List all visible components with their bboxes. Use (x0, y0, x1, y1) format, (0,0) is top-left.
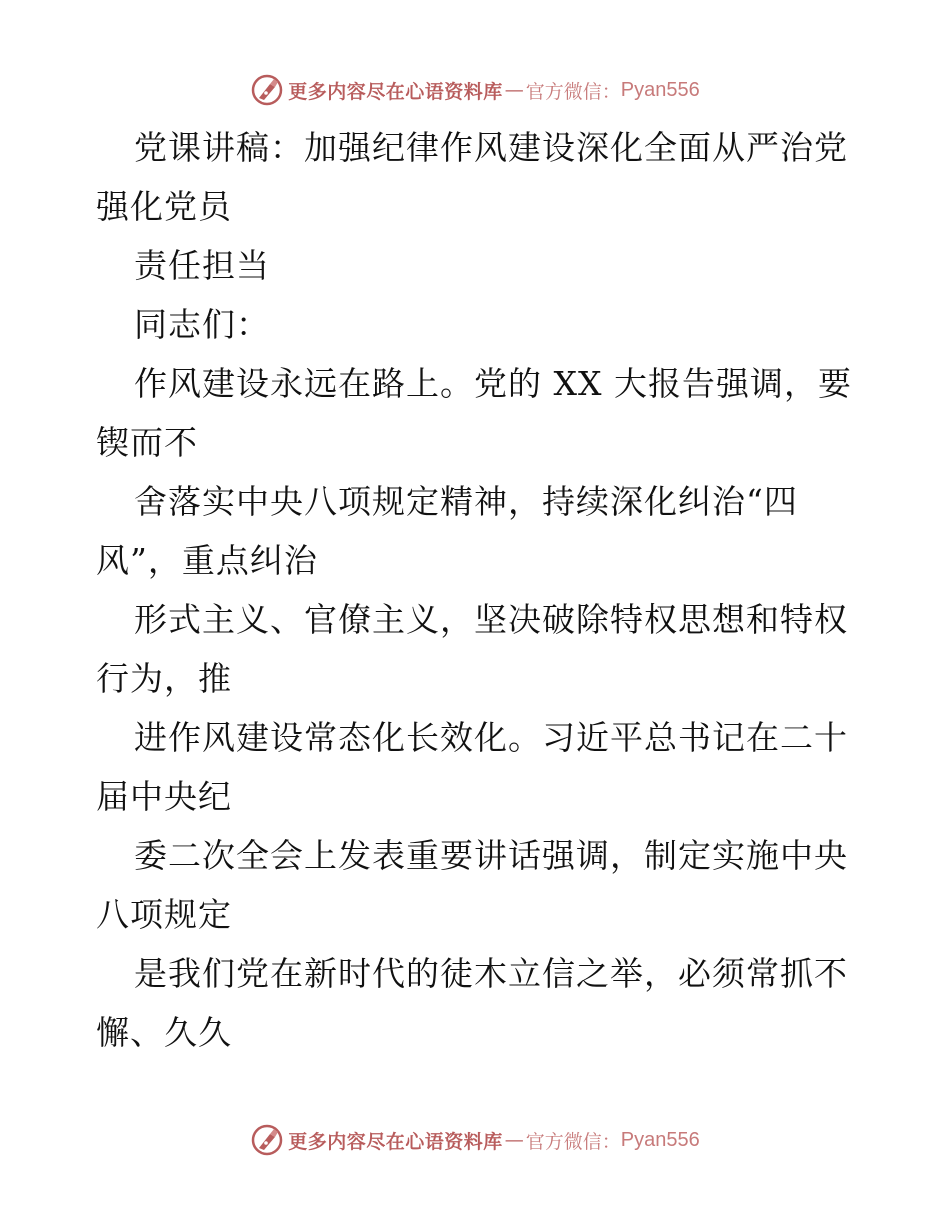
document-body (96, 118, 866, 1062)
body-line: 行为，推 (96, 659, 232, 698)
banner-contact-id: Pyan556 (620, 78, 700, 101)
pen-nib-logo-icon (250, 1123, 284, 1157)
body-line: 锲而不 (96, 423, 198, 462)
body-line: 是我们党在新时代的徒木立信之举，必须常抓不 (134, 954, 848, 993)
body-line: 风”，重点纠治 (96, 541, 318, 580)
banner-separator: — (504, 1129, 524, 1151)
header-banner (0, 70, 950, 110)
body-line: 作风建设永远在路上。党的 XX 大报告强调，要 (134, 364, 852, 403)
body-line: 懈、久久 (96, 1013, 232, 1052)
document-title-line-1: 党课讲稿：加强纪律作风建设深化全面从严治党 (134, 128, 848, 167)
body-line: 形式主义、官僚主义，坚决破除特权思想和特权 (134, 600, 848, 639)
salutation: 同志们： (134, 305, 270, 344)
document-title-line-3: 责任担当 (134, 246, 270, 285)
banner-text: 更多内容尽在心语资料库 (288, 80, 503, 103)
banner-text: 更多内容尽在心语资料库 (288, 1130, 503, 1153)
footer-banner (0, 1120, 950, 1160)
body-line: 届中央纪 (96, 777, 232, 816)
banner-contact-label: 官方微信： (525, 1130, 621, 1153)
body-line: 委二次全会上发表重要讲话强调，制定实施中央 (134, 836, 848, 875)
banner-contact-label: 官方微信： (525, 80, 621, 103)
pen-nib-logo-icon (250, 73, 284, 107)
body-line: 八项规定 (96, 895, 232, 934)
banner-contact-id: Pyan556 (620, 1128, 700, 1151)
document-title-line-2: 强化党员 (96, 187, 232, 226)
banner-separator: — (504, 79, 524, 101)
body-line: 进作风建设常态化长效化。习近平总书记在二十 (134, 718, 848, 757)
body-line: 舍落实中央八项规定精神，持续深化纠治“四 (134, 482, 798, 521)
